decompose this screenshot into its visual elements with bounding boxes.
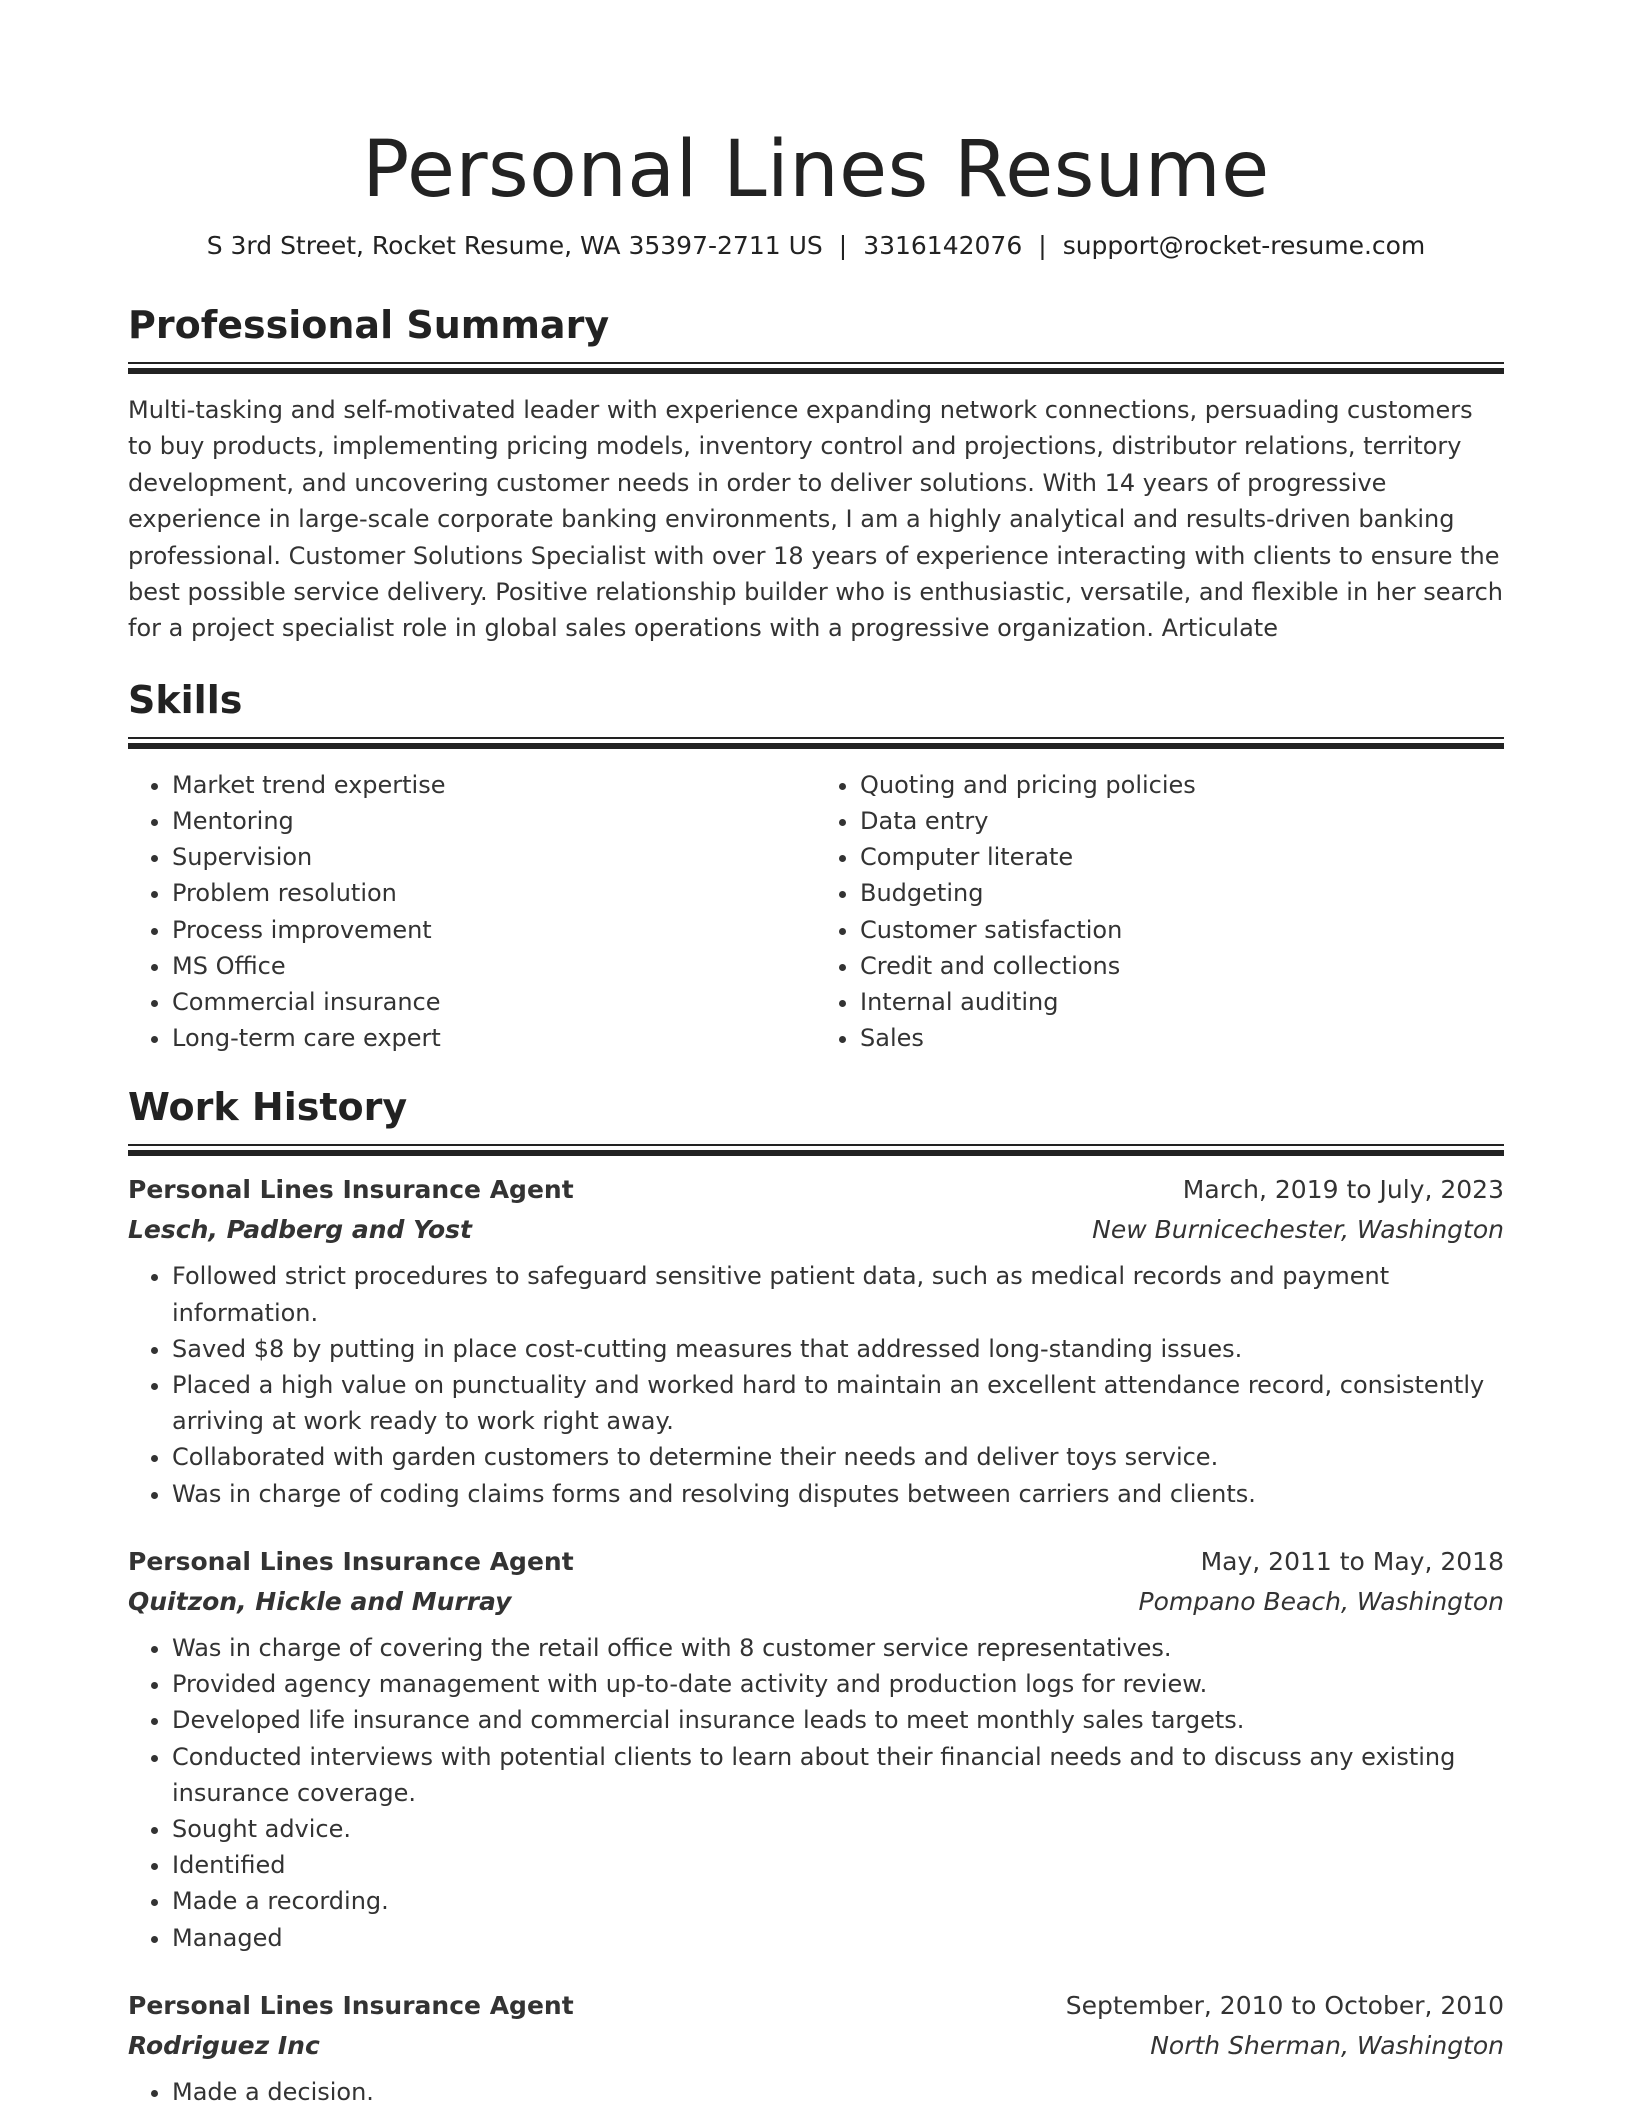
skills-list <box>128 767 1504 1057</box>
skill-item: • Credit and collections <box>860 948 1504 984</box>
job-header <box>128 1986 1504 2026</box>
skill-item: • Customer satisfaction <box>860 912 1504 948</box>
job-bullet: • Collaborated with garden customers to determine their needs and deliver toys service. <box>172 1439 1504 1475</box>
skill-item: • Supervision <box>172 839 816 875</box>
skill-item: • Commercial insurance <box>172 984 816 1020</box>
resume-title: Personal Lines Resume <box>362 125 1270 215</box>
job-location: Pompano Beach, Washington <box>1138 1586 1504 1616</box>
job-header <box>128 1170 1504 1210</box>
skill-item: • Internal auditing <box>860 984 1504 1020</box>
job-company: Rodriguez Inc <box>128 2030 320 2060</box>
job-bullet: • Saved $8 by putting in place cost-cutting measures that addressed long-standing issues. <box>172 1331 1504 1367</box>
contact-separator: | <box>838 231 848 260</box>
job-bullet: • Managed <box>172 1920 1504 1956</box>
section-title-work-history: Work History <box>128 1085 408 1130</box>
job-bullet: • Conducted interviews with potential clients to learn about their financial needs and to discuss any existing insurance coverage. <box>172 1739 1504 1811</box>
job-bullet: • Developed life insurance and commercial insurance leads to meet monthly sales targets. <box>172 1702 1504 1738</box>
job-location: North Sherman, Washington <box>1150 2030 1504 2060</box>
skills-column-left <box>128 767 816 1057</box>
skill-item: • Mentoring <box>172 803 816 839</box>
job-header <box>128 1542 1504 1582</box>
skill-item: • MS Office <box>172 948 816 984</box>
section-divider <box>128 737 1504 749</box>
skill-item: • Sales <box>860 1020 1504 1056</box>
job-bullet: • Was in charge of covering the retail office with 8 customer service representatives. <box>172 1630 1504 1666</box>
resume-page <box>128 0 1504 2110</box>
skill-item: • Market trend expertise <box>172 767 816 803</box>
skill-item: • Long-term care expert <box>172 1020 816 1056</box>
job-bullet: • Made a recording. <box>172 1883 1504 1919</box>
job-bullets <box>128 1630 1504 1956</box>
job-bullets <box>128 1258 1504 1511</box>
summary-text: Multi-tasking and self-motivated leader with experience expanding network connections, persuading customers to buy products, implementing pricing models, inventory control and projections, distributor relations, territory development, and uncovering customer needs in order to deliver solutions. With 14 years of progressive experience in large-scale corporate banking environments, I am a highly analytical and results-driven banking professional. Customer Solutions Specialist with over 18 years of experience interacting with clients to ensure the best possible service delivery. Positive relationship builder who is enthusiastic, versatile, and flexible in her search for a project specialist role in global sales operations with a progressive organization. Articulate <box>128 396 1503 643</box>
section-title-skills: Skills <box>128 677 243 722</box>
job-bullet: • Identified <box>172 1847 1504 1883</box>
job-bullet: • Followed strict procedures to safeguard sensitive patient data, such as medical records and payment information. <box>172 1258 1504 1330</box>
contact-address: S 3rd Street, Rocket Resume, WA 35397-2711 US <box>206 231 823 260</box>
contact-email: support@rocket-resume.com <box>1062 231 1426 260</box>
skill-item: • Process improvement <box>172 912 816 948</box>
job-bullet: • Made a decision. <box>172 2074 1504 2110</box>
job-bullet: • Was in charge of coding claims forms and resolving disputes between carriers and clients. <box>172 1476 1504 1512</box>
job-company: Lesch, Padberg and Yost <box>128 1215 473 1245</box>
job-entry <box>128 1986 1504 2110</box>
job-subheader <box>128 1582 1504 1622</box>
section-divider <box>128 1144 1504 1156</box>
job-title: Personal Lines Insurance Agent <box>128 1546 574 1576</box>
job-bullets <box>128 2074 1504 2110</box>
job-entry <box>128 1170 1504 1511</box>
job-subheader <box>128 2026 1504 2066</box>
job-bullet: • Provided agency management with up-to-date activity and production logs for review. <box>172 1666 1504 1702</box>
job-entry <box>128 1542 1504 1956</box>
job-bullet: • Sought advice. <box>172 1811 1504 1847</box>
job-subheader <box>128 1210 1504 1250</box>
skill-item: • Data entry <box>860 803 1504 839</box>
job-dates: September, 2010 to October, 2010 <box>1065 1990 1504 2020</box>
job-company: Quitzon, Hickle and Murray <box>128 1586 512 1616</box>
job-title: Personal Lines Insurance Agent <box>128 1990 574 2020</box>
skill-item: • Computer literate <box>860 839 1504 875</box>
job-dates: March, 2019 to July, 2023 <box>1182 1175 1504 1205</box>
skills-column-right <box>816 767 1504 1057</box>
skill-item: • Budgeting <box>860 875 1504 911</box>
skill-item: • Problem resolution <box>172 875 816 911</box>
skill-item: • Quoting and pricing policies <box>860 767 1504 803</box>
section-title-summary: Professional Summary <box>128 303 610 347</box>
contact-separator: | <box>1038 231 1047 260</box>
job-bullet: • Placed a high value on punctuality and worked hard to maintain an excellent attendance record, consistently arriving at work ready to work right away. <box>172 1367 1504 1439</box>
job-title: Personal Lines Insurance Agent <box>128 1175 574 1205</box>
section-divider <box>128 362 1504 374</box>
contact-phone: 3316142076 <box>863 231 1023 260</box>
contact-line <box>128 228 1504 264</box>
job-dates: May, 2011 to May, 2018 <box>1200 1546 1504 1576</box>
job-location: New Burnicechester, Washington <box>1092 1215 1504 1245</box>
